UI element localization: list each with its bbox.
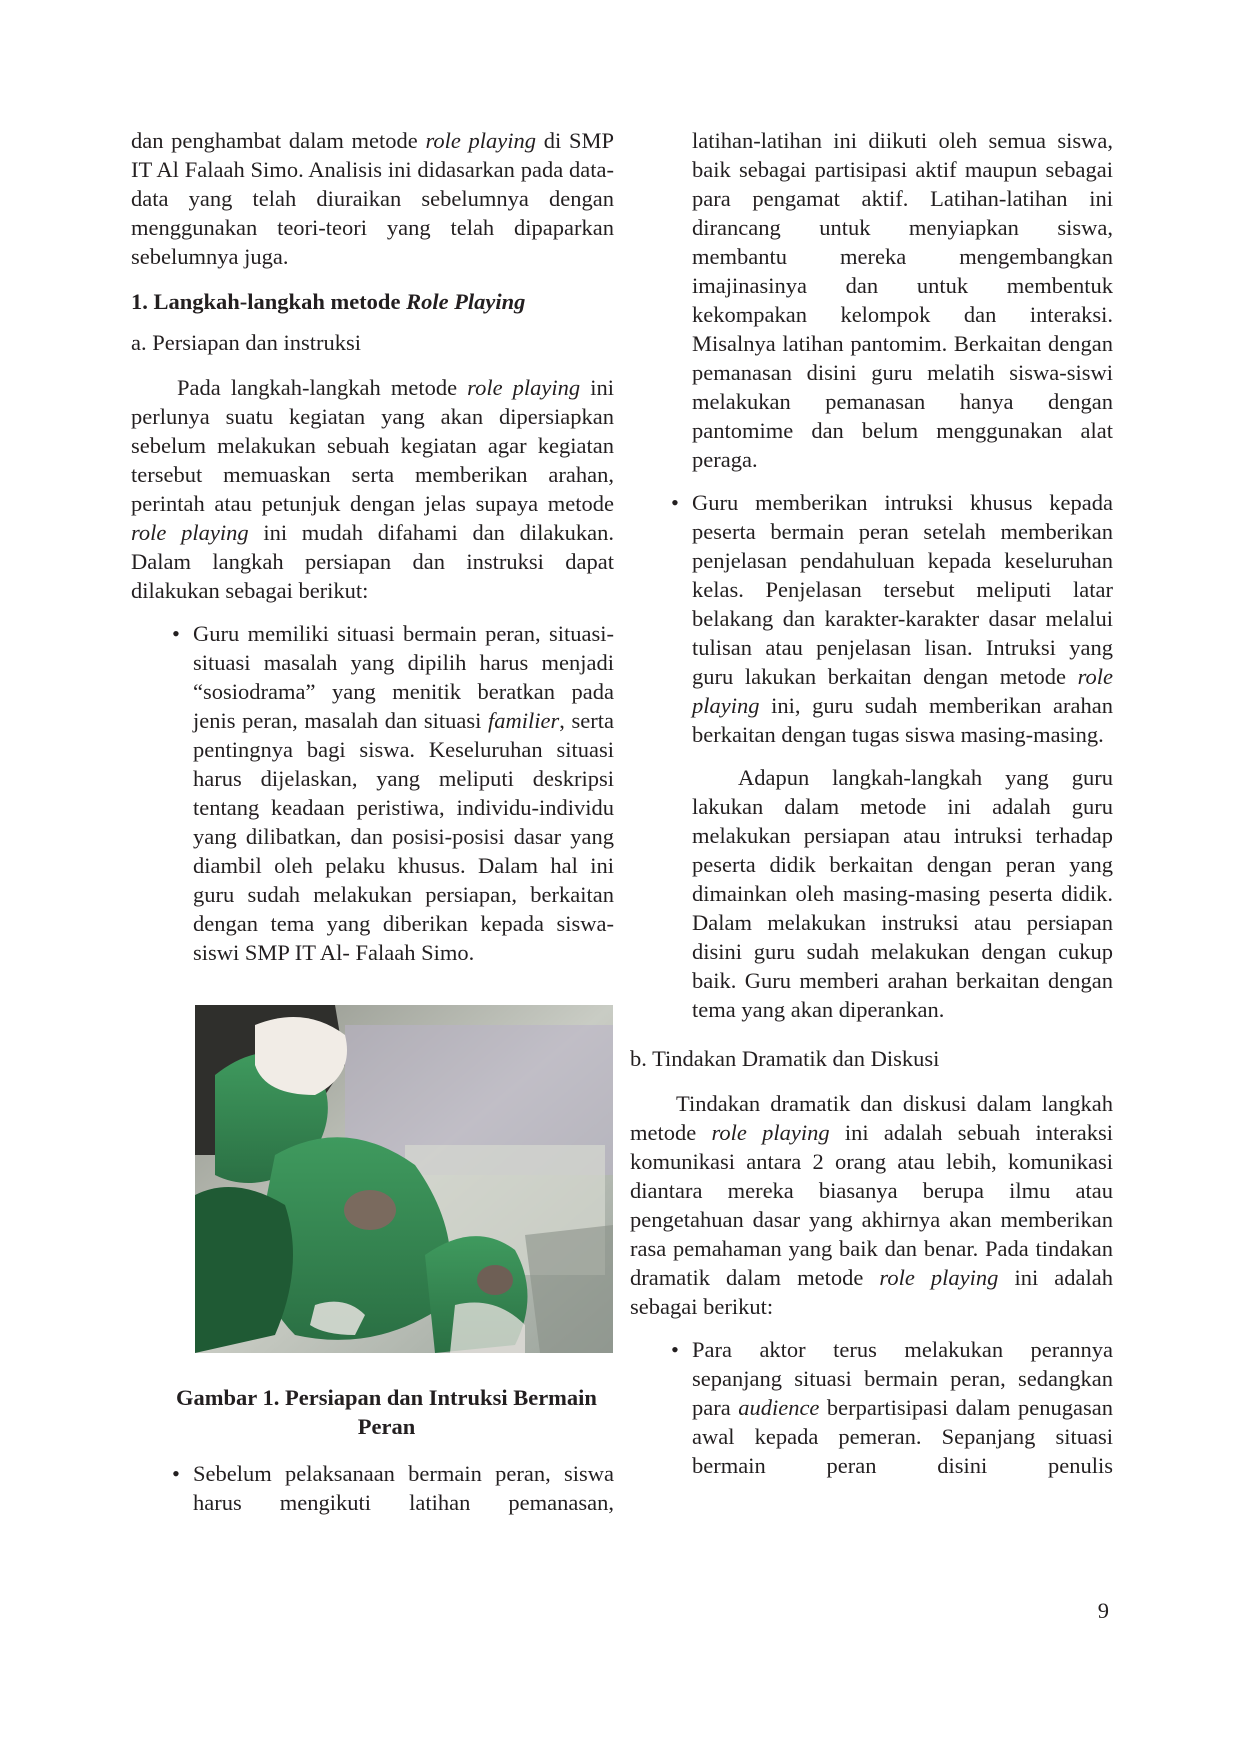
bullet-item-1 [159,619,614,967]
paragraph-persiapan: Pada langkah-langkah metode role playing ini perlunya suatu kegiatan yang akan dipersiapkan sebelum melakukan sebuah kegiatan agar kegiatan tersebut memuaskan serta memberikan arahan, perintah atau petunjuk dengan jelas supaya metode role playing ini mudah difahami dan dilakukan. Dalam langkah persiapan dan instruksi dapat dilakukan sebagai berikut: [131,375,615,603]
bullet-item-2 [159,1459,614,1517]
bullet-marker: • [172,621,180,646]
photo-image [195,1005,613,1353]
page-number: 9 [1097,1598,1109,1623]
continued-bullet-paragraph: latihan-latihan ini diikuti oleh semua siswa, baik sebagai partisipasi aktif maupun sebagai para pengamat aktif. Latihan-latihan ini dirancang untuk menyiapkan siswa, membantu mereka mengembangkan imajinasinya dan untuk membentuk kekompakan kelompok dan interaksi. Misalnya latihan pantomim. Berkaitan dengan pemanasan disini guru melatih siswa-siswi melakukan pemanasan hanya dengan pantomime dan belum menggunakan alat peraga. [692,128,1113,472]
bullet-item-4 [658,1335,1113,1480]
paragraph-tindakan: Tindakan dramatik dan diskusi dalam langkah metode role playing ini adalah sebuah interaksi komunikasi antara 2 orang atau lebih, komunikasi diantara mereka biasanya berupa ilmu atau pengetahuan dasar yang akhirnya akan memberikan rasa pemahaman yang baik dan benar. Pada tindakan dramatik dalam metode role playing ini adalah sebagai berikut: [630,1091,1114,1319]
bullet-marker: • [671,490,679,515]
left-column [131,126,614,1517]
bullet-marker: • [172,1461,180,1486]
bullet-marker: • [671,1337,679,1362]
intro-paragraph: dan penghambat dalam metode role playing di SMP IT Al Falaah Simo. Analisis ini didasarkan pada data-data yang telah diuraikan sebelumnya dengan menggunakan teori-teori yang telah dipaparkan sebelumnya juga. [131,128,614,269]
paragraph-adapun: Adapun langkah-langkah yang guru lakukan dalam metode ini adalah guru melakukan persiapan atau intruksi terhadap peserta didik berkaitan dengan peran yang dimainkan oleh masing-masing peserta didik. Dalam melakukan instruksi atau persiapan disini guru sudah melakukan dengan cukup baik. Guru memberi arahan berkaitan dengan tema yang akan diperankan. [692,765,1113,1022]
bullet-text: Para aktor terus melakukan perannya sepanjang situasi bermain peran, sedangkan para audience berpartisipasi dalam penugasan awal kepada pemeran. Sepanjang situasi bermain peran disini penulis [692,1337,1114,1478]
right-column [630,126,1113,1480]
subsection-heading-b: b. Tindakan Dramatik dan Diskusi [630,1046,940,1071]
bullet-text: Guru memberikan intruksi khusus kepada peserta bermain peran setelah memberikan penjelasan pendahuluan kepada keseluruhan kelas. Penjelasan tersebut meliputi latar belakang dan karakter-karakter dasar melalui tulisan atau penjelasan lisan. Intruksi yang guru lakukan berkaitan dengan metode role playing ini, guru sudah memberikan arahan berkaitan dengan tugas siswa masing-masing. [692,490,1113,747]
bullet-text: Guru memiliki situasi bermain peran, situasi-situasi masalah yang dipilih harus menjadi “sosiodrama” yang menitik beratkan pada jenis peran, masalah dan situasi familier, serta pentingnya bagi siswa. Keseluruhan situasi harus dijelaskan, yang meliputi deskripsi tentang keadaan peristiwa, individu-individu yang dilibatkan, dan posisi-posisi dasar yang diambil oleh pelaku khusus. Dalam hal ini guru sudah melakukan persiapan, berkaitan dengan tema yang diberikan kepada siswa-siswi SMP IT Al- Falaah Simo. [193,621,614,965]
section-heading-1: 1. Langkah-langkah metode Role Playing [131,289,526,314]
subsection-heading-a: a. Persiapan dan instruksi [131,330,361,355]
figure-photo [195,1005,613,1353]
bullet-text: Sebelum pelaksanaan bermain peran, siswa harus mengikuti latihan pemanasan, [193,1461,614,1515]
bullet-item-3 [658,488,1113,749]
figure-caption: Gambar 1. Persiapan dan Intruksi Bermain Peran [176,1385,597,1439]
